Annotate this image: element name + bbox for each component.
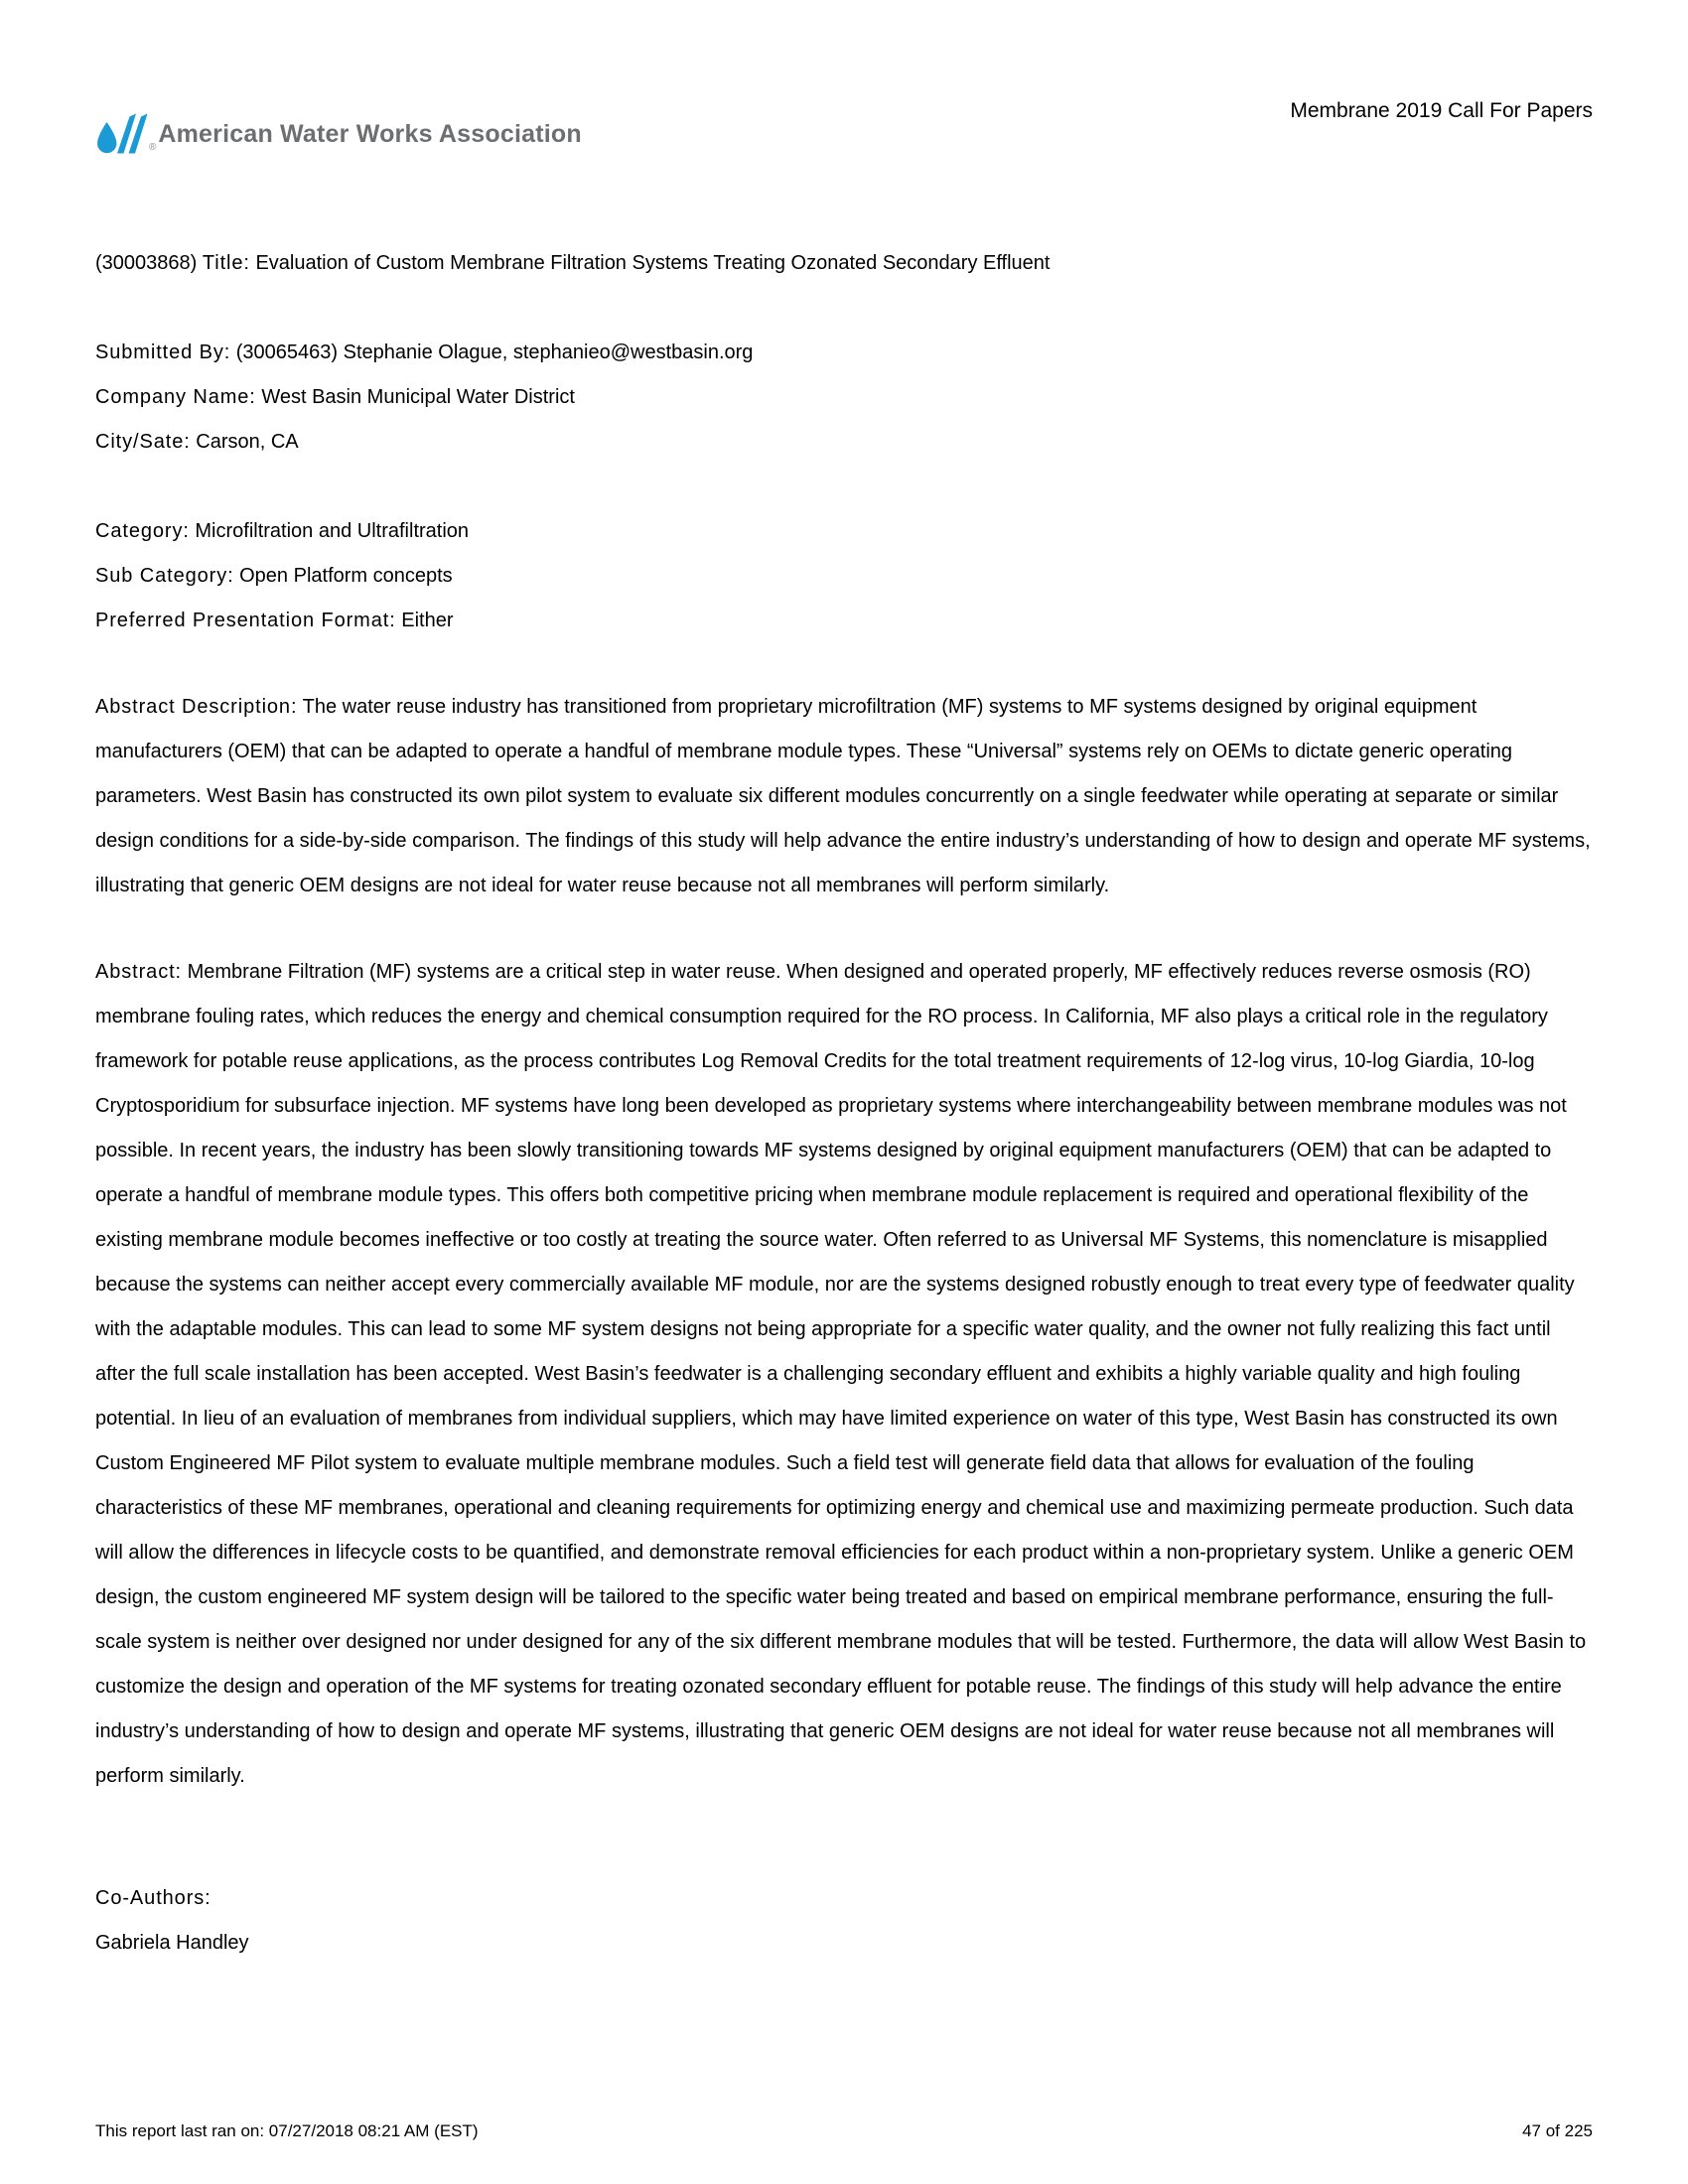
co-authors-block bbox=[95, 1876, 1593, 1966]
abstract-label: Abstract: bbox=[95, 961, 183, 983]
category-value: Microfiltration and Ultrafiltration bbox=[195, 520, 470, 542]
company-name-line bbox=[95, 375, 1593, 420]
abstract-text: Membrane Filtration (MF) systems are a critical step in water reuse. When designed and operated properly, MF effectively reduces reverse osmosis (RO) membrane fouling rates, which reduces the energy and chemical consumption required for the RO process. In California, MF also plays a critical role in the regulatory framework for potable reuse applications, as the process contributes Log Removal Credits for the total treatment requirements of 12-log virus, 10-log Giardia, 10-log Cryptosporidium for subsurface injection. MF systems have long been developed as proprietary systems where interchangeability between membrane modules was not possible. In recent years, the industry has been slowly transitioning towards MF systems designed by original equipment manufacturers (OEM) that can be adapted to operate a handful of membrane module types. This offers both competitive pricing when membrane module replacement is required and operational flexibility of the existing membrane module becomes ineffective or too costly at treating the source water. Often referred to as Universal MF Systems, this nomenclature is misapplied because the systems can neither accept every commercially available MF module, nor are the systems designed robustly enough to treat every type of feedwater quality with the adaptable modules. This can lead to some MF system designs not being appropriate for a specific water quality, and the owner not fully realizing this fact until after the full scale installation has been accepted. West Basin’s feedwater is a challenging secondary effluent and exhibits a highly variable quality and high fouling potential. In lieu of an evaluation of membranes from individual suppliers, which may have limited experience on water of this type, West Basin has constructed its own Custom Engineered MF Pilot system to evaluate multiple membrane modules. Such a field test will generate field data that allows for evaluation of the fouling characteristics of these MF membranes, operational and cleaning requirements for optimizing energy and chemical use and maximizing permeate production. Such data will allow the differences in lifecycle costs to be quantified, and demonstrate removal efficiencies for each product within a non-proprietary system. Unlike a generic OEM design, the custom engineered MF system design will be tailored to the specific water being treated and based on empirical membrane performance, ensuring the full-scale system is neither over designed nor under designed for any of the six different membrane modules that will be tested. Furthermore, the data will allow West Basin to customize the design and operation of the MF systems for treating ozonated secondary effluent for potable reuse. The findings of this study will help advance the entire industry’s understanding of how to design and operate MF systems, illustrating that generic OEM designs are not ideal for water reuse because not all membranes will perform similarly. bbox=[95, 961, 1587, 1787]
presentation-format-line bbox=[95, 599, 1593, 643]
category-label: Category: bbox=[95, 520, 190, 542]
sub-category-line bbox=[95, 554, 1593, 599]
abstract-description-paragraph bbox=[95, 685, 1593, 908]
co-authors-label: Co-Authors: bbox=[95, 1887, 211, 1909]
logo-wordmark: American Water Works Association bbox=[158, 119, 582, 148]
submission-id: (30003868) bbox=[95, 252, 198, 274]
report-run-timestamp: This report last ran on: 07/27/2018 08:21 AM (EST) bbox=[95, 2121, 479, 2140]
page-header bbox=[95, 0, 1593, 241]
city-state-line bbox=[95, 420, 1593, 465]
submitted-by-value: (30065463) Stephanie Olague, stephanieo@westbasin.org bbox=[235, 341, 754, 363]
page-footer bbox=[95, 2121, 1593, 2141]
company-name-label: Company Name: bbox=[95, 386, 256, 408]
co-author-name: Gabriela Handley bbox=[95, 1932, 249, 1954]
submitted-by-label: Submitted By: bbox=[95, 341, 231, 363]
abstract-description-label: Abstract Description: bbox=[95, 696, 298, 718]
category-block bbox=[95, 509, 1593, 643]
presentation-format-label: Preferred Presentation Format: bbox=[95, 610, 396, 631]
title-label: Title: bbox=[202, 252, 250, 274]
presentation-format-value: Either bbox=[401, 610, 454, 631]
document-title: Membrane 2019 Call For Papers bbox=[1290, 99, 1593, 122]
submission-title-line bbox=[95, 241, 1593, 286]
submitted-by-line bbox=[95, 331, 1593, 375]
submission-title: Evaluation of Custom Membrane Filtration Systems Treating Ozonated Secondary Effluent bbox=[255, 252, 1051, 274]
sub-category-label: Sub Category: bbox=[95, 565, 234, 587]
abstract-paragraph bbox=[95, 950, 1593, 1799]
registered-trademark-symbol: ® bbox=[149, 142, 157, 153]
abstract-description-text: The water reuse industry has transitioned from proprietary microfiltration (MF) systems to MF systems designed by original equipment manufacturers (OEM) that can be adapted to operate a handful of membrane module types. These “Universal” systems rely on OEMs to dictate generic operating parameters. West Basin has constructed its own pilot system to evaluate six different modules concurrently on a single feedwater while operating at separate or similar design conditions for a side-by-side comparison. The findings of this study will help advance the entire industry’s understanding of how to design and operate MF systems, illustrating that generic OEM designs are not ideal for water reuse because not all membranes will perform similarly. bbox=[95, 696, 1591, 896]
submitter-block bbox=[95, 331, 1593, 465]
page-number: 47 of 225 bbox=[1522, 2121, 1593, 2140]
company-name-value: West Basin Municipal Water District bbox=[261, 386, 575, 408]
city-state-value: Carson, CA bbox=[196, 431, 299, 453]
city-state-label: City/Sate: bbox=[95, 431, 191, 453]
water-drop-icon bbox=[95, 111, 153, 157]
sub-category-value: Open Platform concepts bbox=[239, 565, 453, 587]
category-line bbox=[95, 509, 1593, 554]
awwa-logo bbox=[95, 111, 582, 157]
